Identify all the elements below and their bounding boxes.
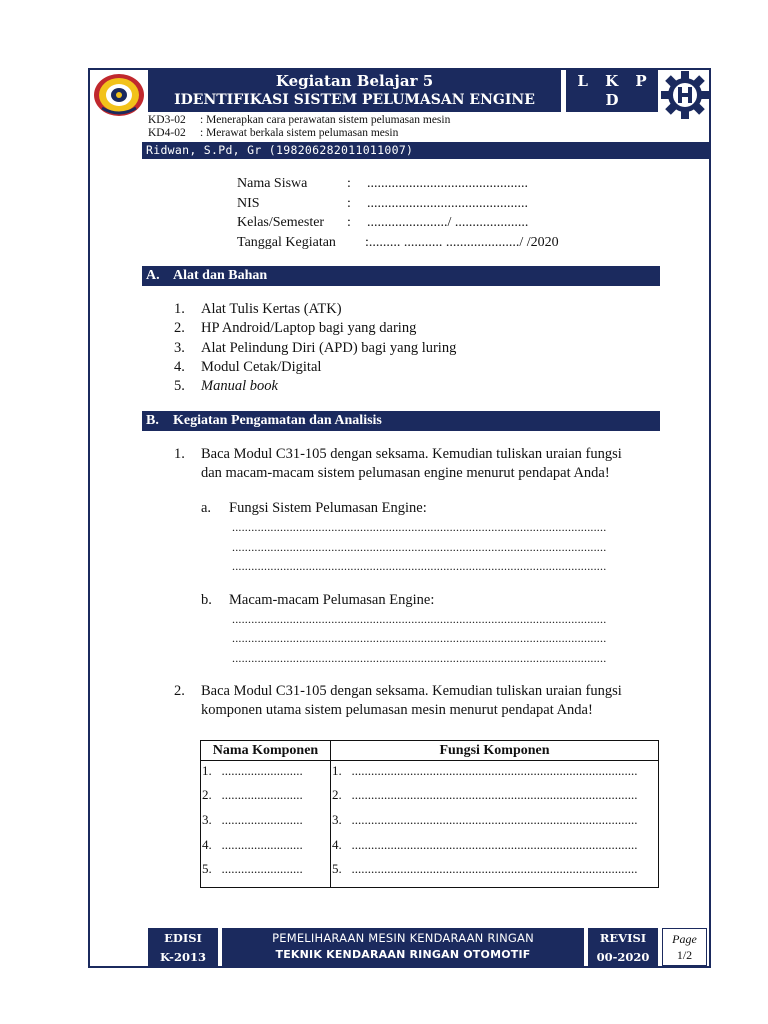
table-cell-function[interactable]: 3. ........................................................................................ (332, 812, 638, 827)
student-name-field[interactable]: Nama Siswa : .............................................. (237, 176, 528, 191)
table-header-component-name: Nama Komponen (212, 743, 319, 758)
field-label: Kelas/Semester (237, 215, 325, 230)
kd-code: KD4-02 (148, 127, 186, 139)
kd-line (148, 114, 450, 127)
document-code-block (566, 70, 658, 128)
list-item: 1. Alat Tulis Kertas (ATK) (174, 301, 342, 317)
answer-line[interactable]: ..................................................................................................................... (232, 613, 607, 625)
question-text: dan macam-macam sistem pelumasan engine menurut pendapat Anda! (201, 465, 610, 481)
footer-program (222, 928, 584, 966)
question-text: Baca Modul C31-105 dengan seksama. Kemudian tuliskan uraian fungsi (201, 446, 622, 462)
nis-field[interactable]: NIS : .............................................. (237, 196, 528, 211)
school-logo (92, 72, 146, 118)
program-name: PEMELIHARAAN MESIN KENDARAAN RINGAN (272, 931, 534, 945)
field-value[interactable]: .............................................. (367, 176, 528, 191)
activity-title: IDENTIFIKASI SISTEM PELUMASAN ENGINE (174, 92, 535, 108)
document-type: L K P D (577, 72, 653, 109)
table-cell-name[interactable]: 3. ......................... (202, 812, 303, 827)
answer-line[interactable]: ..................................................................................................................... (232, 632, 607, 644)
field-value[interactable]: .............................................. (367, 196, 528, 211)
answer-line[interactable]: ..................................................................................................................... (232, 541, 607, 553)
list-item: 3. Alat Pelindung Diri (APD) bagi yang luring (174, 340, 457, 356)
list-item: 4. Modul Cetak/Digital (174, 359, 322, 375)
answer-line[interactable]: ..................................................................................................................... (232, 560, 607, 572)
gear-logo (660, 70, 710, 120)
kd-code: KD3-02 (148, 114, 186, 126)
answer-line[interactable]: ..................................................................................................................... (232, 521, 607, 533)
footer-revision (588, 928, 658, 966)
question-text: komponen utama sistem pelumasan mesin menurut pendapat Anda! (201, 702, 593, 718)
sub-question-text: Fungsi Sistem Pelumasan Engine: (229, 500, 427, 516)
sub-question-letter: a. (201, 500, 212, 516)
question-number: 1. (174, 446, 185, 462)
section-a-header (142, 266, 660, 286)
activity-date-field[interactable] (237, 233, 559, 252)
field-label: Tanggal Kegiatan (237, 235, 336, 250)
list-item: 5. Manual book (174, 378, 278, 394)
field-label: NIS (237, 196, 260, 211)
section-title: Alat dan Bahan (173, 268, 268, 283)
table-header-component-function: Fungsi Komponen (439, 743, 550, 758)
revision-label: REVISI (599, 931, 647, 945)
sub-question-letter: b. (201, 592, 212, 608)
kd-text: : Menerapkan cara perawatan sistem pelumasan mesin (200, 114, 451, 126)
table-cell-name[interactable]: 2. ......................... (202, 787, 303, 802)
section-letter: A. (146, 268, 160, 283)
table-cell-function[interactable]: 5. ........................................................................................ (332, 861, 638, 876)
revision-value: 00-2020 (596, 950, 650, 964)
author-bar: Ridwan, S.Pd, Gr (198206282011011007) (142, 142, 711, 159)
program-expertise: TEKNIK KENDARAAN RINGAN OTOMOTIF (275, 948, 531, 961)
page-label: Page (672, 932, 697, 946)
table-cell-function[interactable]: 4. ........................................................................................ (332, 837, 638, 852)
activity-title-block (148, 70, 561, 112)
table-cell-name[interactable]: 1. ......................... (202, 763, 303, 778)
component-table (200, 740, 659, 888)
footer-page (662, 928, 707, 966)
sub-question-text: Macam-macam Pelumasan Engine: (229, 592, 435, 608)
page-number: 1/2 (676, 948, 693, 962)
table-cell-name[interactable]: 4. ......................... (202, 837, 303, 852)
answer-line[interactable]: ..................................................................................................................... (232, 652, 607, 664)
section-b-header (142, 411, 660, 431)
question-text: Baca Modul C31-105 dengan seksama. Kemudian tuliskan uraian fungsi (201, 683, 622, 699)
activity-number: Kegiatan Belajar 5 (275, 72, 434, 90)
field-value[interactable]: ......................./ ..................... (367, 215, 529, 230)
edition-value: K-2013 (160, 950, 206, 964)
table-cell-name[interactable]: 5. ......................... (202, 861, 303, 876)
class-semester-field[interactable]: Kelas/Semester : ......................./ ..................... (237, 215, 529, 230)
table-cell-function[interactable]: 1. ........................................................................................ (332, 763, 638, 778)
table-cell-function[interactable]: 2. ........................................................................................ (332, 787, 638, 802)
kd-text: : Merawat berkala sistem pelumasan mesin (200, 127, 399, 139)
section-letter: B. (146, 413, 159, 428)
section-title: Kegiatan Pengamatan dan Analisis (173, 413, 382, 428)
field-label: Nama Siswa (237, 176, 308, 191)
field-value[interactable]: :......... ........... ...................../ /2020 (365, 235, 559, 250)
document-code: C31-105 (576, 110, 648, 128)
question-number: 2. (174, 683, 185, 699)
list-item: 2. HP Android/Laptop bagi yang daring (174, 320, 417, 336)
footer-edition (148, 928, 218, 966)
edition-label: EDISI (164, 931, 202, 945)
kd-line (148, 127, 398, 140)
